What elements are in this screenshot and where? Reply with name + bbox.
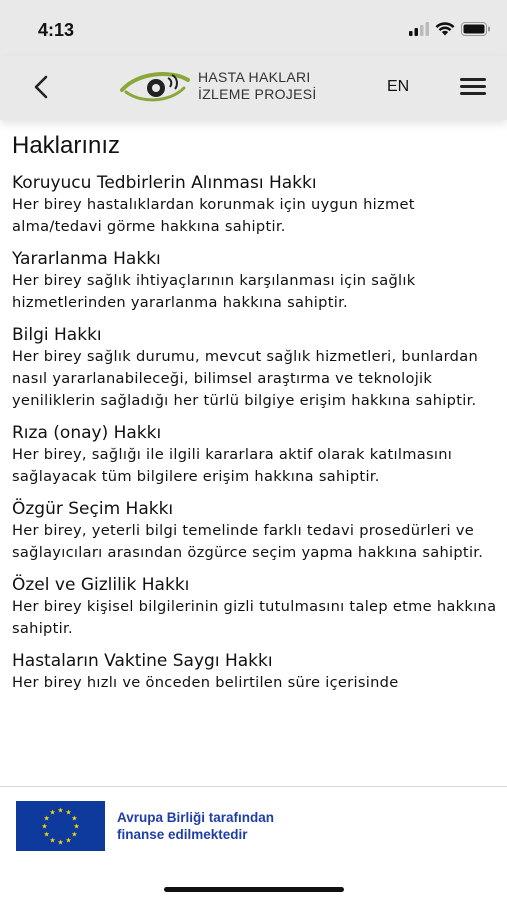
eu-star-icon: ★	[71, 814, 78, 823]
eu-star-icon: ★	[43, 830, 50, 839]
chevron-left-icon	[33, 75, 49, 99]
hamburger-icon-bar	[460, 92, 486, 95]
right-item	[12, 650, 502, 694]
right-item	[12, 422, 502, 488]
home-indicator	[164, 887, 344, 892]
right-description: Her birey sağlık durumu, mevcut sağlık hizmetleri, bunlardan nasıl yararlanabileceği, bilimsel araştırma ve teknolojik yeniliklerin sağladığı her türlü bilgiye erişim hakkına sahiptir.	[12, 348, 479, 409]
status-time: 4:13	[38, 20, 75, 40]
menu-button[interactable]	[460, 78, 486, 98]
logo-line2: İZLEME PROJESİ	[198, 86, 317, 102]
eu-star-icon: ★	[49, 836, 56, 845]
right-title: Özel ve Gizlilik Hakkı	[12, 575, 190, 595]
right-title: Bilgi Hakkı	[12, 325, 102, 345]
back-button[interactable]	[26, 72, 56, 102]
eu-star-icon: ★	[57, 838, 64, 847]
eu-star-icon: ★	[65, 836, 72, 845]
funding-text	[117, 809, 274, 843]
eu-star-icon: ★	[65, 808, 72, 817]
logo	[120, 66, 317, 106]
right-description: Her birey sağlık ihtiyaçlarının karşılanması için sağlık hizmetlerinden yararlanma hakkına sahiptir.	[12, 272, 416, 311]
eye-logo-icon	[120, 66, 190, 106]
hamburger-icon-bar	[460, 78, 486, 81]
right-title: Yararlanma Hakkı	[12, 249, 161, 269]
app-header	[0, 56, 507, 120]
right-description: Her birey, sağlığı ile ilgili kararlara aktif olarak katılmasını sağlayacak tüm bilgilere erişim hakkına sahiptir.	[12, 446, 453, 485]
funding-line1: Avrupa Birliği tarafından	[117, 810, 275, 825]
status-icons	[409, 22, 491, 36]
right-item	[12, 498, 502, 564]
right-title: Özgür Seçim Hakkı	[12, 499, 174, 519]
right-description: Her birey hastalıklardan korunmak için uygun hizmet alma/tedavi görme hakkına sahiptir.	[12, 196, 415, 235]
funding-line2: finanse edilmektedir	[117, 827, 248, 842]
eu-star-icon: ★	[43, 814, 50, 823]
page-title: Haklarınız	[12, 132, 121, 159]
right-description: Her birey kişisel bilgilerinin gizli tutulmasını talep etme hakkına sahiptir.	[12, 598, 497, 637]
eu-star-icon: ★	[49, 808, 56, 817]
right-title: Hastaların Vaktine Saygı Hakkı	[12, 651, 273, 671]
status-bar	[0, 0, 507, 56]
language-button[interactable]: EN	[387, 78, 410, 95]
right-title: Koruyucu Tedbirlerin Alınması Hakkı	[12, 173, 317, 193]
wifi-icon	[435, 22, 455, 36]
right-item	[12, 248, 502, 314]
right-item	[12, 324, 502, 412]
eu-star-icon: ★	[41, 822, 48, 831]
eu-star-icon: ★	[73, 822, 80, 831]
hamburger-icon-bar	[460, 85, 486, 88]
eu-star-icon: ★	[71, 830, 78, 839]
eu-flag-icon	[16, 801, 105, 851]
right-title: Rıza (onay) Hakkı	[12, 423, 162, 443]
right-description: Her birey hızlı ve önceden belirtilen süre içerisinde	[12, 674, 399, 691]
right-description: Her birey, yeterli bilgi temelinde farklı tedavi prosedürleri ve sağlayıcıları arasından özgürce seçim yapma hakkına sahiptir.	[12, 522, 484, 561]
right-item	[12, 172, 502, 238]
right-item	[12, 574, 502, 640]
rights-list	[12, 172, 502, 694]
rights-content[interactable]	[12, 128, 502, 786]
logo-text	[198, 69, 317, 103]
signal-icon	[409, 22, 429, 36]
battery-icon	[461, 22, 491, 36]
eu-star-icon: ★	[57, 806, 64, 815]
logo-line1: HASTA HAKLARI	[198, 69, 311, 85]
footer	[0, 786, 507, 900]
